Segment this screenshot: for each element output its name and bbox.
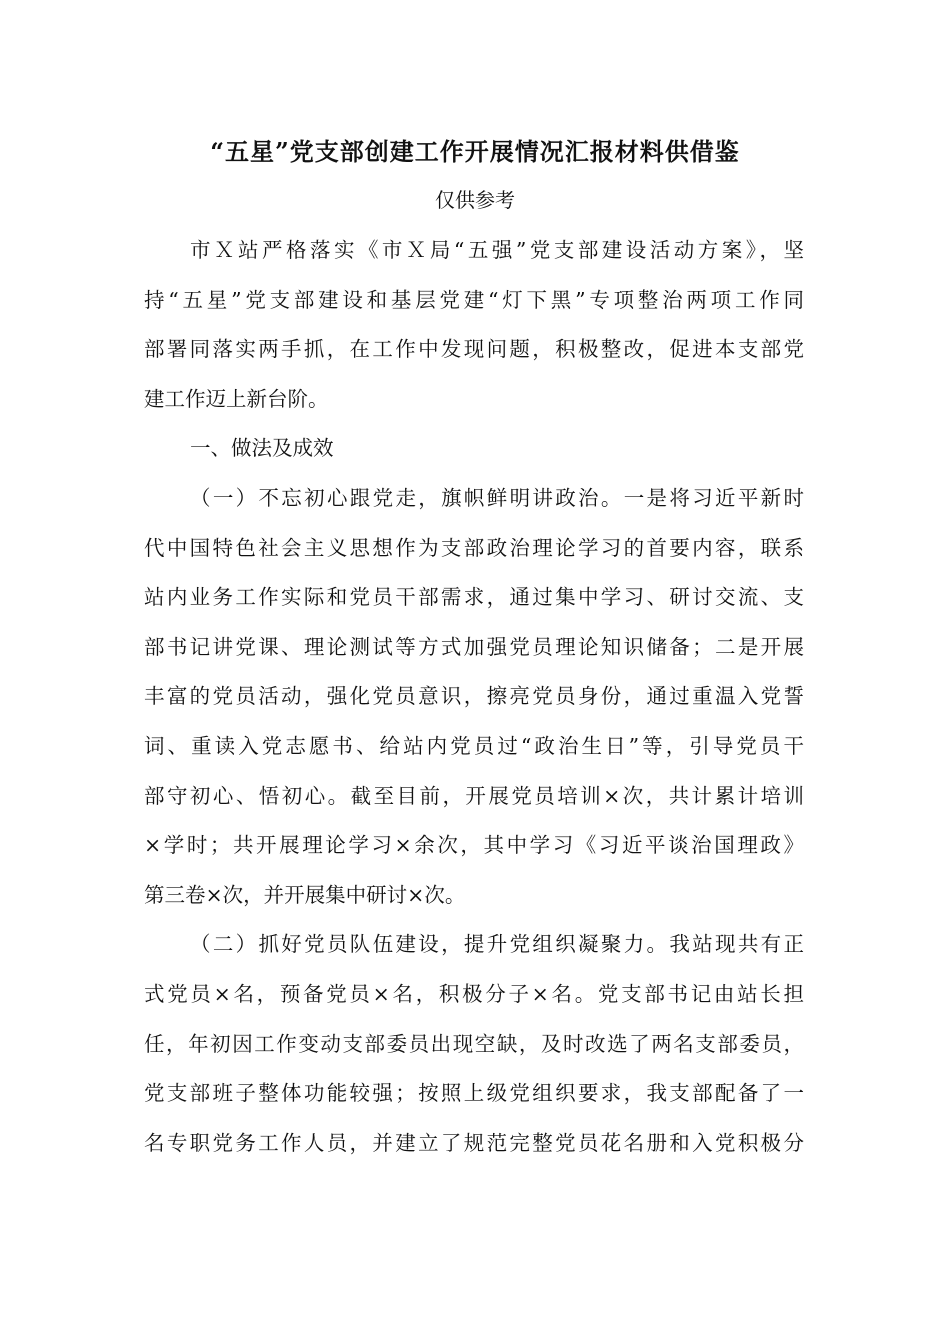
paragraph-line: ×学时；共开展理论学习×余次，其中学习《习近平谈治国理政》 [144,833,804,858]
paragraph-line: 部守初心、悟初心。截至目前，开展党员培训×次，共计累计培训 [144,783,804,808]
paragraph-line: 建工作迈上新台阶。 [144,386,329,411]
paragraph-line: 式党员×名，预备党员×名，积极分子×名。党支部书记由站长担 [144,981,804,1006]
paragraph-line: 部书记讲党课、理论测试等方式加强党员理论知识储备；二是开展 [144,634,804,659]
paragraph-line: 持“五星”党支部建设和基层党建“灯下黑”专项整治两项工作同 [144,287,804,312]
paragraph-line: 任，年初因工作变动支部委员出现空缺，及时改选了两名支部委员， [144,1031,804,1056]
document-title: “五星”党支部创建工作开展情况汇报材料供借鉴 [210,137,740,166]
paragraph-line: 部署同落实两手抓，在工作中发现问题，积极整改，促进本支部党 [144,337,804,362]
paragraph-line: （二）抓好党员队伍建设，提升党组织凝聚力。我站现共有正 [190,932,804,957]
paragraph-line: 代中国特色社会主义思想作为支部政治理论学习的首要内容，联系 [144,535,804,560]
paragraph-line: 名专职党务工作人员，并建立了规范完整党员花名册和入党积极分 [144,1130,804,1155]
paragraph-line: 站内业务工作实际和党员干部需求，通过集中学习、研讨交流、支 [144,585,804,610]
paragraph-line: 丰富的党员活动，强化党员意识，擦亮党员身份，通过重温入党誓 [144,684,804,709]
document-body [144,230,804,1172]
document-subtitle: 仅供参考 [435,188,515,212]
paragraph-line: 党支部班子整体功能较强；按照上级党组织要求，我支部配备了一 [144,1081,804,1106]
paragraph-line: 市Ｘ站严格落实《市Ｘ局“五强”党支部建设活动方案》，坚 [190,238,804,262]
paragraph-line: （一）不忘初心跟党走，旗帜鲜明讲政治。一是将习近平新时 [190,485,804,510]
paragraph-line: 词、重读入党志愿书、给站内党员过“政治生日”等，引导党员干 [144,733,804,758]
paragraph-line: 第三卷×次，并开展集中研讨×次。 [144,882,466,907]
section-heading: 一、做法及成效 [190,436,334,461]
